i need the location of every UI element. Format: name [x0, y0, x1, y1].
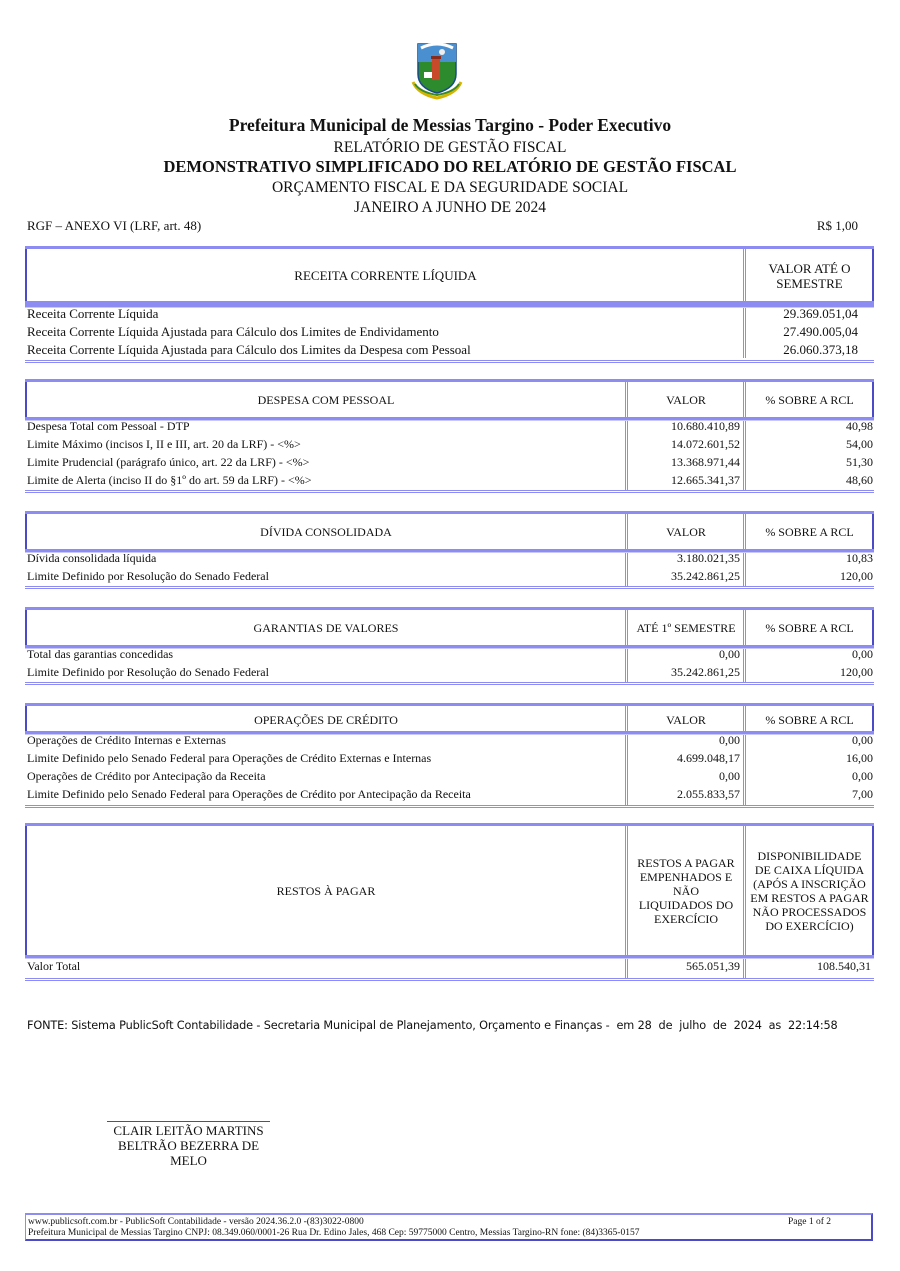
restos-col-value: RESTOS A PAGAR EMPENHADOS E NÃO LIQUIDADOS DO EXERCÍCIO: [637, 856, 735, 926]
table-row: Limite Máximo (incisos I, II e III, art. 20 da LRF) - <%> 14.072.601,52 54,00: [27, 437, 873, 451]
restos-table: [25, 823, 874, 983]
restos-col-pct: DISPONIBILIDADE DE CAIXA LÍQUIDA (APÓS A INSCRIÇÃO EM RESTOS A PAGAR NÃO PROCESSADOS DO EXERCÍCIO): [747, 826, 874, 956]
page-number: Page 1 of 2: [787, 1217, 831, 1227]
annex-label: RGF – ANEXO VI (LRF, art. 48): [27, 218, 202, 233]
report-name: RELATÓRIO DE GESTÃO FISCAL: [333, 139, 567, 156]
table-bottom-border: [25, 490, 874, 493]
entity-title: Prefeitura Municipal de Messias Targino - Poder Executivo: [228, 115, 672, 135]
table-row: Despesa Total com Pessoal - DTP 10.680.410,89 40,98: [27, 419, 873, 433]
footer-software-line: www.publicsoft.com.br - PublicSoft Contabilidade - versão 2024.36.2.0 -(83)3022-0800: [28, 1217, 364, 1227]
footer-address-line: Prefeitura Municipal de Messias Targino CNPJ: 08.349.060/0001-26 Rua Dr. Edino Jales, 468 Cep: 59775000 Centro, Messias Targino-RN fone: (84)3365-0157: [28, 1228, 640, 1238]
table-row: Total das garantias concedidas 0,00 0,00: [27, 647, 873, 661]
table-row: Receita Corrente Líquida Ajustada para Cálculo dos Limites de Endividamento 27.490.005,04: [27, 324, 858, 339]
divida-col-title: DÍVIDA CONSOLIDADA: [25, 514, 625, 550]
report-period: JANEIRO A JUNHO DE 2024: [353, 199, 547, 216]
rcl-col-value: VALOR ATÉ O SEMESTRE: [747, 249, 874, 302]
table-row: Receita Corrente Líquida 29.369.051,04: [27, 306, 858, 321]
table-row: Limite Definido por Resolução do Senado Federal 35.242.861,25 120,00: [27, 665, 873, 679]
table-row: Limite Definido pelo Senado Federal para Operações de Crédito por Antecipação da Receita 2.055.833,57 7,00: [27, 787, 873, 801]
report-title: DEMONSTRATIVO SIMPLIFICADO DO RELATÓRIO DE GESTÃO FISCAL: [163, 157, 737, 176]
currency-unit: R$ 1,00: [816, 218, 858, 233]
rcl-col-title: RECEITA CORRENTE LÍQUIDA: [25, 249, 744, 302]
pessoal-col-title: DESPESA COM PESSOAL: [25, 382, 625, 418]
table-row: Receita Corrente Líquida Ajustada para Cálculo dos Limites da Despesa com Pessoal 26.060.373,18: [27, 342, 858, 357]
table-row: Operações de Crédito por Antecipação da Receita 0,00 0,00: [27, 769, 873, 783]
table-bottom-border: [25, 586, 874, 589]
divida-col-pct: % SOBRE A RCL: [747, 514, 874, 550]
credito-col-value: VALOR: [666, 712, 706, 727]
table-row: Dívida consolidada líquida 3.180.021,35 10,83: [27, 551, 873, 565]
pessoal-table: [25, 379, 874, 494]
divida-table: [25, 511, 874, 591]
divida-col-value: VALOR: [666, 525, 706, 539]
rcl-table: [25, 246, 874, 362]
credito-table: [25, 703, 874, 813]
table-row: Valor Total 565.051,39 108.540,31: [27, 959, 871, 973]
coat-of-arms-logo: [408, 38, 466, 100]
table-bottom-border: [25, 805, 874, 808]
garantias-col-value: ATÉ 1º SEMESTRE: [636, 621, 736, 635]
garantias-table: [25, 607, 874, 687]
rcl-header: [25, 246, 874, 305]
credito-col-title: OPERAÇÕES DE CRÉDITO: [25, 706, 625, 733]
garantias-col-title: GARANTIAS DE VALORES: [25, 610, 625, 646]
report-scope: ORÇAMENTO FISCAL E DA SEGURIDADE SOCIAL: [271, 179, 629, 196]
table-bottom-border: [25, 360, 874, 363]
signature-block: CLAIR LEITÃO MARTINS BELTRÃO BEZERRA DE MELO: [107, 1121, 270, 1168]
restos-col-title: RESTOS À PAGAR: [25, 826, 625, 956]
table-row: Limite Definido pelo Senado Federal para Operações de Crédito Externas e Internas 4.699.048,17 16,00: [27, 751, 873, 765]
garantias-col-pct: % SOBRE A RCL: [747, 610, 874, 646]
page-footer: [25, 1213, 873, 1241]
pessoal-col-value: VALOR: [666, 393, 706, 407]
source-note: FONTE: Sistema PublicSoft Contabilidade - Secretaria Municipal de Planejamento, Orçamento e Finanças - em 28 de julho de 2024 as 22:14:58: [27, 1019, 838, 1032]
table-row: Operações de Crédito Internas e Externas 0,00 0,00: [27, 733, 873, 747]
table-bottom-border: [25, 978, 874, 981]
credito-col-pct: % SOBRE A RCL: [747, 706, 874, 733]
table-bottom-border: [25, 682, 874, 685]
table-row: Limite Definido por Resolução do Senado Federal 35.242.861,25 120,00: [27, 569, 873, 583]
pessoal-col-pct: % SOBRE A RCL: [747, 382, 874, 418]
table-row: Limite de Alerta (inciso II do §1º do art. 59 da LRF) - <%> 12.665.341,37 48,60: [27, 473, 873, 487]
table-row: Limite Prudencial (parágrafo único, art. 22 da LRF) - <%> 13.368.971,44 51,30: [27, 455, 873, 469]
